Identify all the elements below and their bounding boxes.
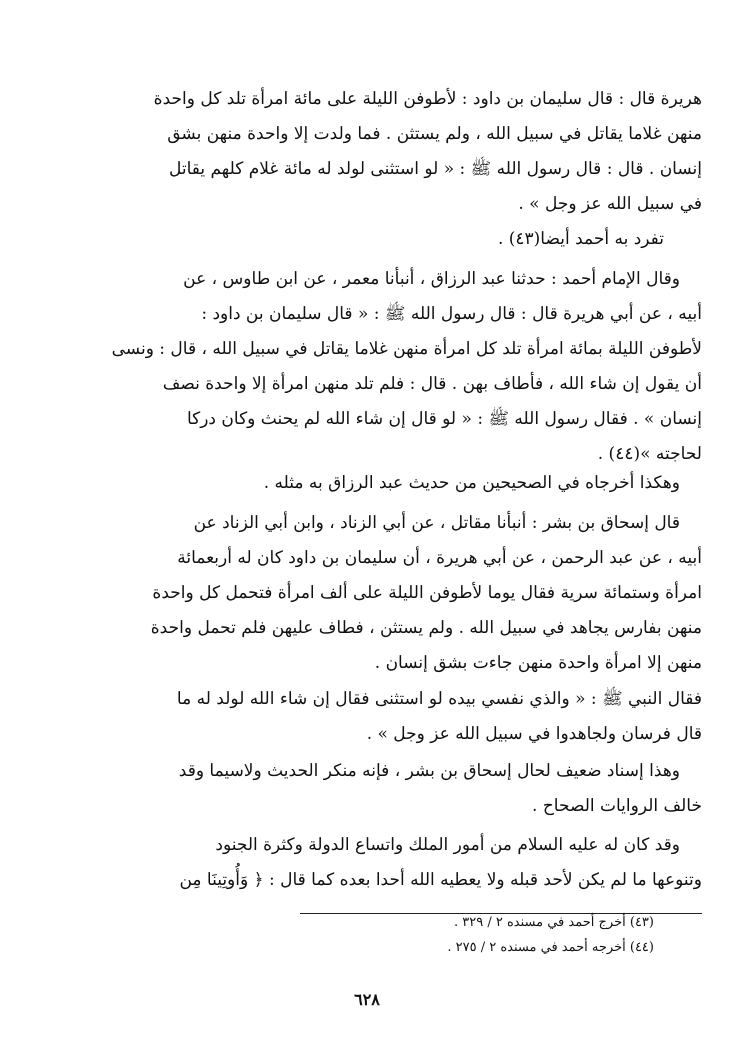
text-line: أن يقول إن شاء الله ، فأطاف بهن . قال : فلم تلد منهن امرأة إلا واحدة نصف (162, 374, 702, 394)
paragraph-4 (90, 466, 702, 501)
text-line: أبيه ، عن أبي هريرة قال : قال رسول الله ﷺ : « قال سليمان بن داود : (201, 304, 702, 324)
paragraph-7 (90, 754, 702, 824)
text-line: هريرة قال : قال سليمان بن داود : لأطوفن الليلة على مائة امرأة تلد كل واحدة (153, 89, 702, 109)
text-line: قال إسحاق بن بشر : أنبأنا مقاتل ، عن أبي الزناد ، وابن أبي الزناد عن (193, 513, 680, 533)
paragraph-6 (90, 682, 702, 752)
footnote-divider (300, 913, 702, 914)
text-line: أبيه ، عن عبد الرحمن ، عن أبي هريرة ، أن سليمان بن داود كان له أربعمائة (177, 548, 702, 568)
paragraph-5 (90, 506, 702, 681)
text-line: في سبيل الله عز وجل » . (518, 194, 702, 214)
text-line: لأطوفن الليلة بمائة امرأة تلد كل امرأة منهن غلاما يقاتل في سبيل الله ، قال : ونسى (111, 339, 702, 359)
text-line: لحاجته »(٤٤) . (597, 444, 702, 464)
text-line: إنسان . قال : قال رسول الله ﷺ : « لو استثنى لولد له مائة غلام كلهم يقاتل (168, 159, 702, 179)
text-line: تفرد به أحمد أيضا(٤٣) . (497, 229, 664, 249)
text-line: وتنوعها ما لم يكن لأحد قبله ولا يعطيه الله أحدا بعده كما قال : ﴿ وَأُوتِينَا مِن (179, 870, 702, 890)
text-line: وقال الإمام أحمد : حدثنا عبد الرزاق ، أنبأنا معمر ، عن ابن طاوس ، عن (183, 269, 680, 289)
text-line: وهكذا أخرجاه في الصحيحين من حديث عبد الرزاق به مثله . (263, 473, 680, 493)
paragraph-3 (90, 262, 702, 472)
text-line: وقد كان له عليه السلام من أمور الملك واتساع الدولة وكثرة الجنود (215, 835, 680, 855)
text-line: منهن غلاما يقاتل في سبيل الله ، ولم يستثن . فما ولدت إلا واحدة منهن بشق (167, 124, 702, 144)
page-number: ٦٢٨ (354, 990, 380, 1009)
text-line: فقال النبي ﷺ : « والذي نفسي بيده لو استثنى فقال إن شاء الله لولد له ما (176, 689, 702, 709)
text-line: امرأة وستمائة سرية فقال يوما لأطوفن الليلة على ألف امرأة فتحمل كل واحدة (152, 583, 702, 603)
paragraph-8 (90, 828, 702, 898)
text-line: منهن إلا امرأة واحدة منهن جاءت بشق إنسان . (374, 653, 702, 673)
text-line: منهن بفارس يجاهد في سبيل الله . ولم يستثن ، فطاف عليهن فلم تحمل واحدة (150, 618, 702, 638)
text-line: خالف الروايات الصحاح . (532, 796, 702, 816)
footnote-43: (٤٣) أخرج أحمد في مسنده ٢ / ٣٢٩ . (453, 915, 654, 930)
text-line: قال فرسان ولجاهدوا في سبيل الله عز وجل » . (366, 724, 702, 744)
paragraph-1 (90, 82, 702, 222)
footnote-44: (٤٤) أخرجه أحمد في مسنده ٢ / ٢٧٥ . (447, 940, 654, 955)
paragraph-2 (90, 222, 702, 257)
text-line: إنسان » . فقال رسول الله ﷺ : « لو قال إن شاء الله لم يحنث وكان دركا (186, 409, 702, 429)
text-line: وهذا إسناد ضعيف لحال إسحاق بن بشر ، فإنه منكر الحديث ولاسيما وقد (178, 761, 680, 781)
